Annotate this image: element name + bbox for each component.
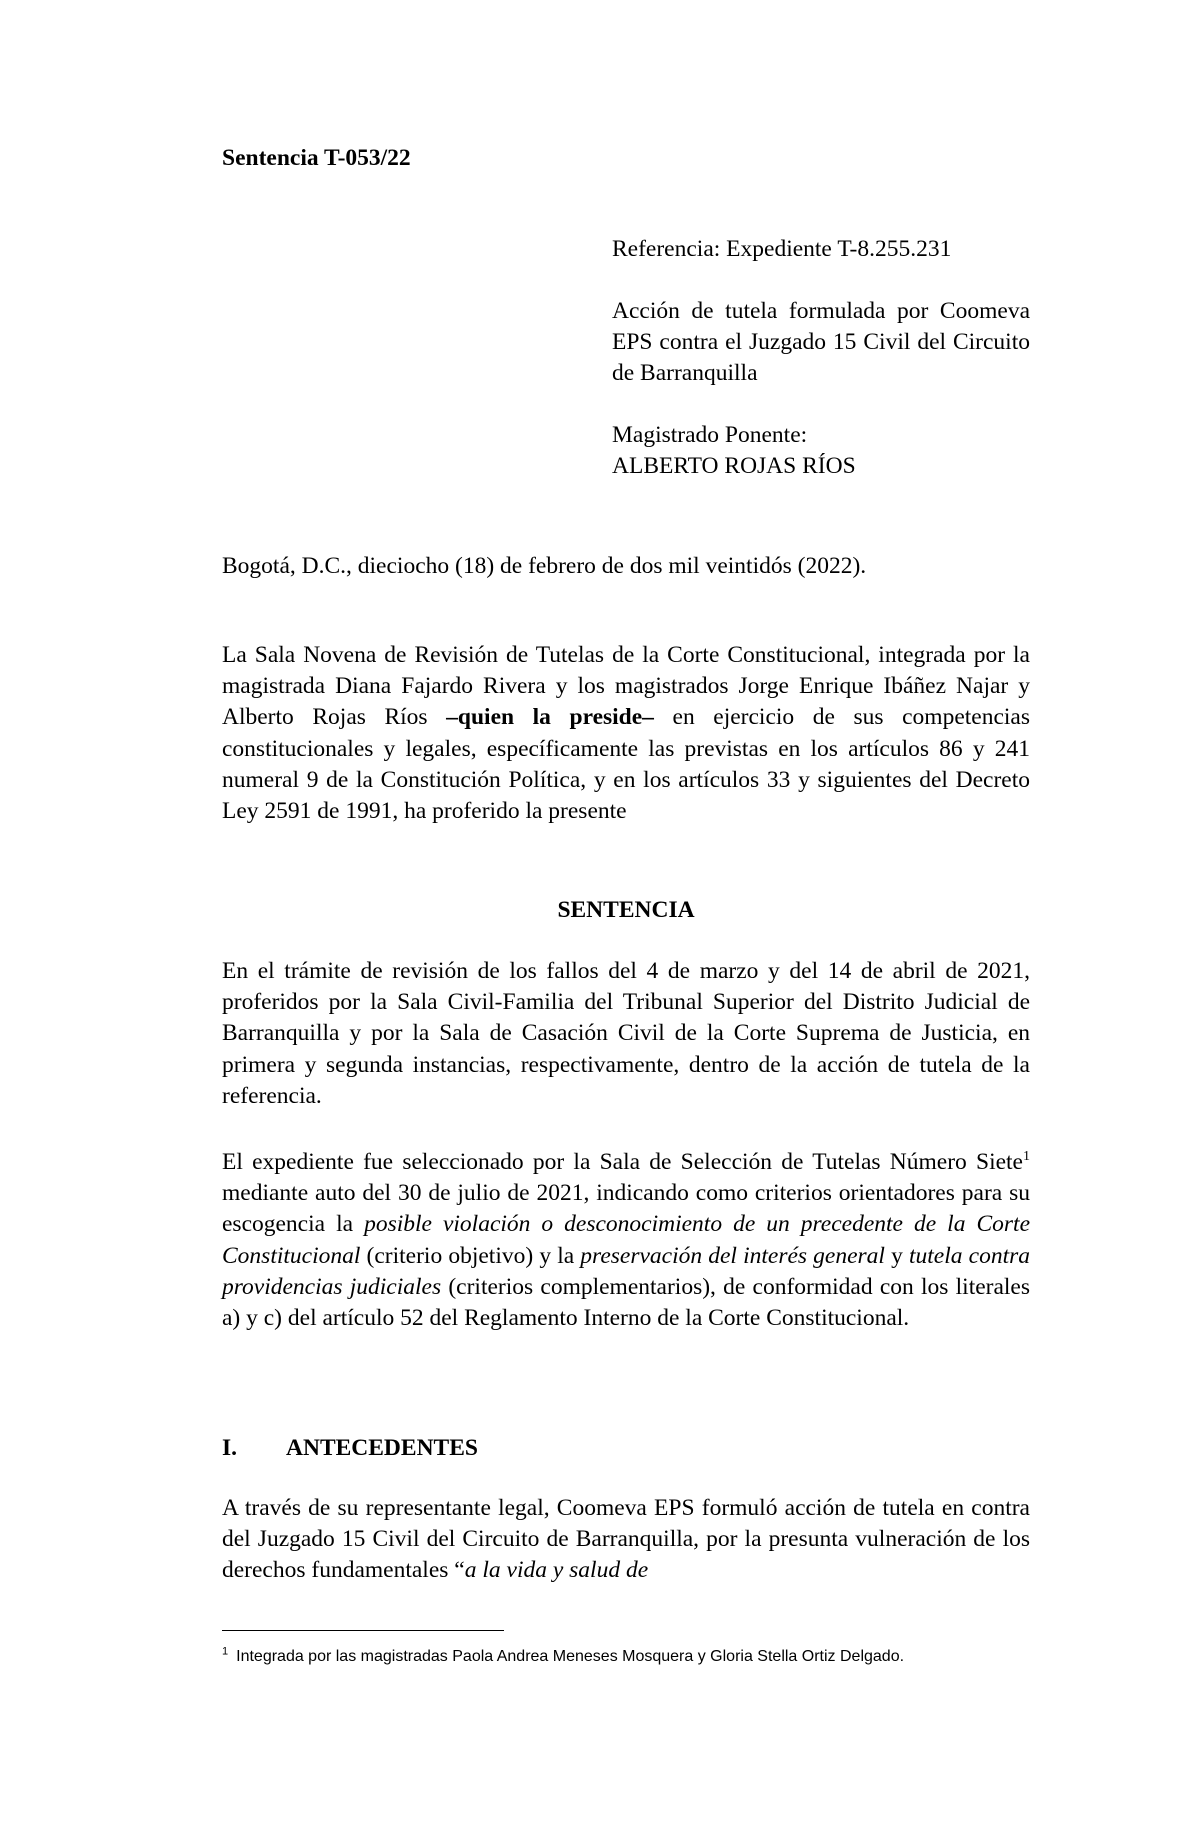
antecedentes-text-1: A través de su representante legal, Coomeva EPS formuló acción de tutela en contra del Juzgado 15 Civil del Circuito de Barranquilla, por la presunta vulneración de los derechos fundamentales “ [222,1495,1030,1584]
footnote [222,1645,905,1666]
section-heading-antecedentes [222,1435,478,1462]
footnote-number: 1 [222,1645,229,1658]
intro-paragraph [222,640,1030,827]
ponente-label: Magistrado Ponente: [612,422,808,448]
seleccion-italic-1: posible violación o desconocimiento de un precedente de la Corte Constitucional [222,1211,1030,1269]
sentencia-heading: SENTENCIA [557,897,695,923]
antecedentes-italic-1: a la vida y salud de [464,1557,649,1584]
seleccion-italic-2: preservación del interés general [580,1242,885,1269]
seleccion-text-5: (criterios complementarios), de conformidad con los literales a) y c) del artículo 52 del Reglamento Interno de la Corte Constitucional. [222,1273,1031,1332]
footnote-separator [222,1630,504,1631]
antecedentes-paragraph [222,1493,1030,1587]
seleccion-italic-3: tutela contra providencias judiciales [222,1242,1030,1300]
footnote-ref[interactable]: 1 [1023,1149,1030,1165]
date-line: Bogotá, D.C., dieciocho (18) de febrero de dos mil veintidós (2022). [222,553,867,579]
section-number: I. [222,1435,238,1461]
reference-expediente: Referencia: Expediente T-8.255.231 [612,236,952,262]
intro-text-2: en ejercicio de sus competencias constitucionales y legales, específicamente las previstas en los artículos 86 y 241 numeral 9 de la Constitución Política, y en los artículos 33 y siguientes del Decreto Ley 2591 de 1991, ha proferido la presente [222,704,1030,825]
seleccion-text-4: y [884,1242,909,1269]
intro-text-1: La Sala Novena de Revisión de Tutelas de la Corte Constitucional, integrada por la magistrada Diana Fajardo Rivera y los magistrados Jorge Enrique Ibáñez Najar y Alberto Rojas Ríos [222,642,1030,731]
seleccion-text-2: mediante auto del 30 de julio de 2021, indicando como criterios orientadores para su escogencia la [222,1180,1030,1238]
reference-accion: Acción de tutela formulada por Coomeva EPS contra el Juzgado 15 Civil del Circuito de Barranquilla [612,298,1030,386]
document-title: Sentencia T-053/22 [222,145,411,171]
seleccion-text-3: (criterio objetivo) y la [360,1242,581,1269]
footnote-text: Integrada por las magistradas Paola Andrea Meneses Mosquera y Gloria Stella Ortiz Delgado. [236,1648,905,1665]
revision-paragraph [222,956,1030,1112]
revision-text: En el trámite de revisión de los fallos del 4 de marzo y del 14 de abril de 2021, proferidos por la Sala Civil-Familia del Tribunal Superior del Distrito Judicial de Barranquilla y por la Sala de Casación Civil de la Corte Suprema de Justicia, en primera y segunda instancias, respectivamente, dentro de la acción de tutela de la referencia. [222,958,1030,1109]
intro-bold: –quien la preside– [446,704,654,731]
seleccion-paragraph [222,1147,1030,1334]
reference-block [612,234,1030,482]
section-title: ANTECEDENTES [286,1435,478,1461]
seleccion-text-1: El expediente fue seleccionado por la Sala de Selección de Tutelas Número Siete [222,1149,1023,1175]
ponente-name: ALBERTO ROJAS RÍOS [612,453,856,479]
